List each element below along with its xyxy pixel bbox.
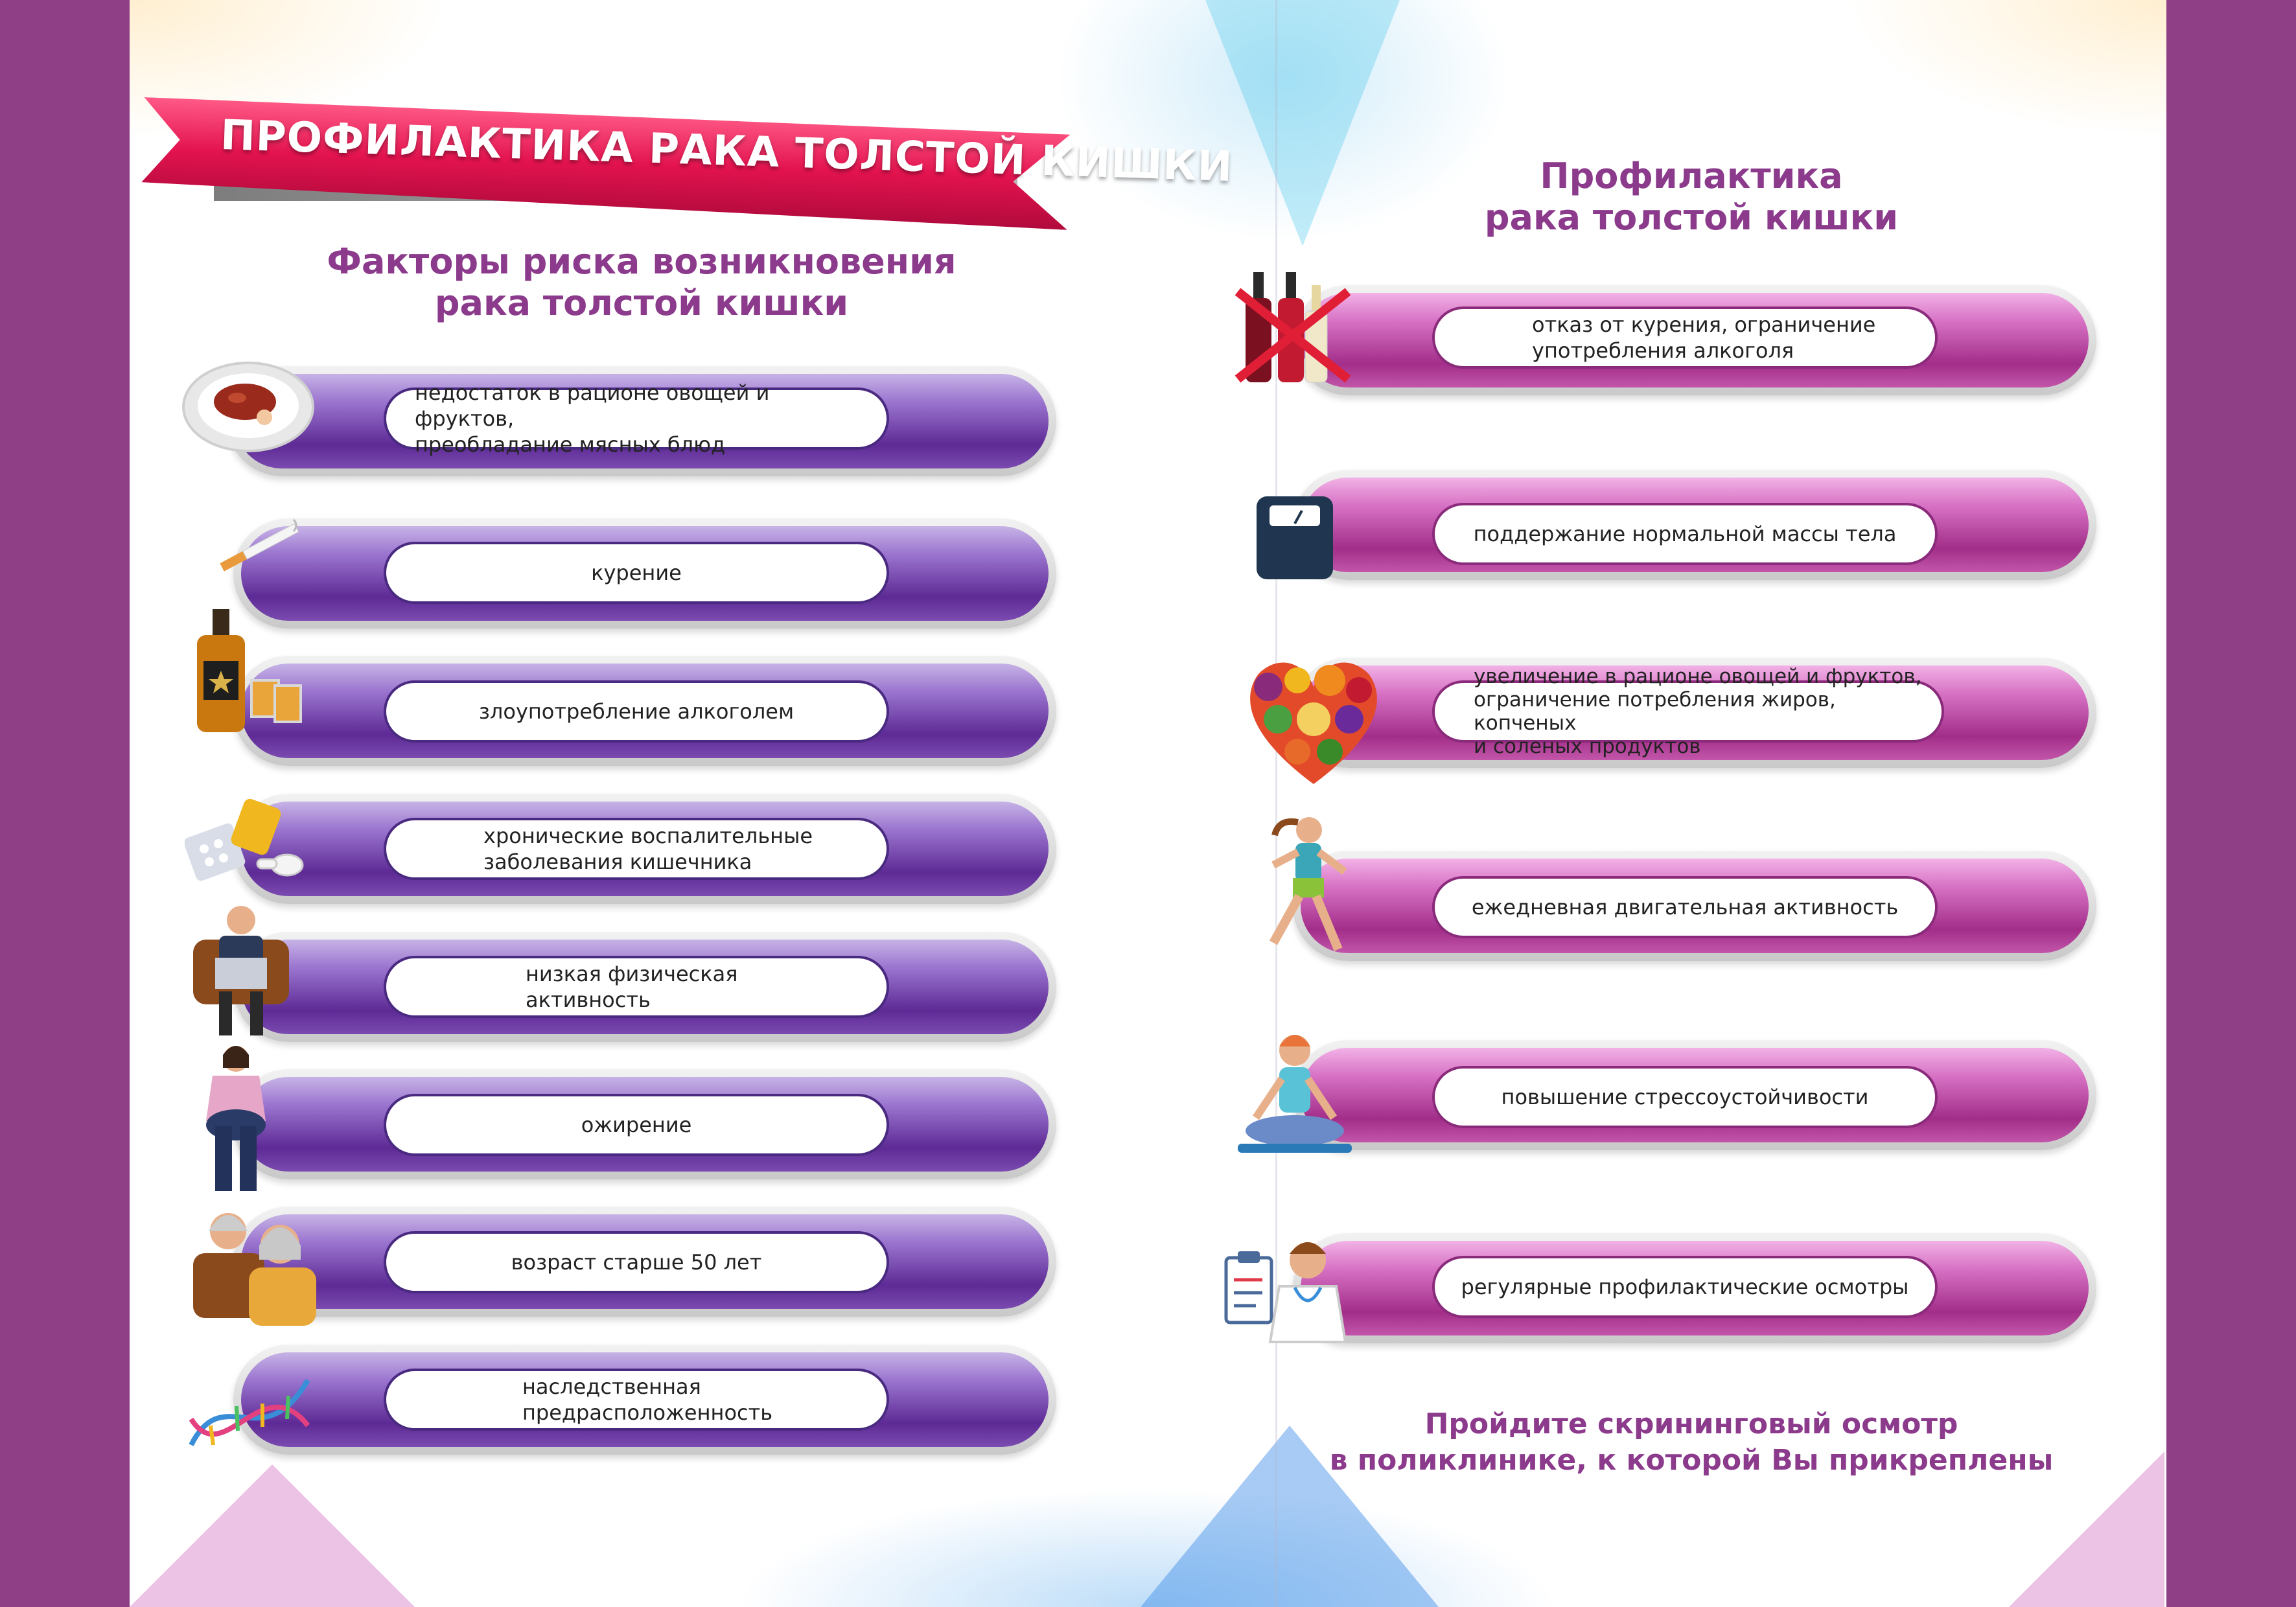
right-border	[2166, 0, 2296, 1607]
cigarette-icon	[211, 518, 308, 577]
crystal-decoration-bottom-left	[130, 1464, 415, 1607]
whisky-bottle-icon	[188, 609, 305, 739]
prevention-text-line: употребления алкоголя	[1532, 338, 1794, 363]
risk-label-box	[384, 680, 889, 743]
prevention-heading-line1: Профилактика	[1540, 156, 1843, 196]
crossed-bottles-icon	[1231, 266, 1354, 386]
risk-text-line: низкая физическая	[526, 962, 738, 986]
risk-text-line: злоупотребление алкоголем	[478, 699, 794, 724]
pills-icon	[185, 797, 308, 888]
risk-text-line: ожирение	[581, 1113, 692, 1137]
dna-icon	[185, 1354, 314, 1458]
page-title: ПРОФИЛАКТИКА РАКА ТОЛСТОЙ КИШКИ	[220, 111, 1234, 192]
risk-text-line: возраст старше 50 лет	[511, 1250, 762, 1275]
meat-plate-icon	[180, 355, 316, 452]
cta-line2: в поликлинике, к которой Вы прикреплены	[1329, 1444, 2054, 1477]
risk-text-line: активность	[526, 988, 651, 1012]
risk-text-line: преобладание мясных блюд	[415, 432, 726, 457]
overweight-woman-icon	[201, 1042, 272, 1197]
prevention-text-line: увеличение в рационе овощей и фруктов,	[1474, 665, 1922, 688]
risk-text-line: предрасположенность	[522, 1400, 773, 1425]
risk-label-box	[384, 818, 889, 880]
prevention-label-box	[1432, 306, 1938, 369]
risk-text-line: заболевания кишечника	[483, 850, 752, 874]
risk-text-line: курение	[591, 561, 682, 585]
running-woman-icon	[1247, 813, 1358, 962]
risk-factors-heading	[272, 241, 1011, 324]
risk-label-box	[384, 542, 889, 604]
prevention-text-line: регулярные профилактические осмотры	[1461, 1275, 1909, 1299]
prevention-text-line: повышение стрессоустойчивости	[1501, 1085, 1869, 1109]
prevention-text-line: и соленых продуктов	[1474, 735, 1701, 758]
prevention-text-line: ограничение потребления жиров, копченых	[1474, 688, 1836, 735]
prevention-text-line: поддержание нормальной массы тела	[1473, 522, 1897, 546]
risk-text-line: наследственная	[522, 1374, 701, 1399]
risk-factors-heading-line2: рака толстой кишки	[434, 283, 849, 323]
risk-label-box	[384, 380, 889, 457]
fruit-heart-icon	[1239, 654, 1388, 791]
prevention-text-line: отказ от курения, ограничение	[1532, 312, 1876, 337]
doctor-icon	[1223, 1234, 1353, 1345]
risk-label-box	[384, 1231, 889, 1293]
risk-label-box	[384, 1094, 889, 1156]
prevention-heading-line2: рака толстой кишки	[1484, 197, 1899, 238]
crystal-decoration-top	[1205, 0, 1400, 246]
cta-line1: Пройдите скрининговый осмотр	[1424, 1407, 1958, 1440]
risk-text-line: недостаток в рационе овощей и фруктов,	[415, 380, 770, 431]
prevention-text-line: ежедневная двигательная активность	[1471, 895, 1899, 919]
screening-call-to-action	[1270, 1406, 2113, 1479]
man-with-laptop-icon	[189, 901, 293, 1040]
risk-text-line: хронические воспалительные	[483, 824, 813, 848]
prevention-heading	[1400, 156, 1983, 238]
prevention-label-box	[1432, 876, 1938, 938]
page-fold	[1275, 0, 1277, 1607]
risk-factors-heading-line1: Факторы риска возникновения	[327, 241, 957, 282]
prevention-label-box	[1432, 503, 1938, 565]
elderly-couple-icon	[189, 1205, 319, 1328]
left-border	[0, 0, 130, 1607]
prevention-label-box	[1432, 1256, 1938, 1318]
yoga-woman-icon	[1230, 1027, 1360, 1163]
risk-label-box	[384, 956, 889, 1018]
prevention-label-box	[1432, 1066, 1938, 1128]
prevention-label-box	[1432, 665, 1944, 758]
scale-icon	[1254, 494, 1336, 583]
risk-label-box	[384, 1369, 889, 1431]
